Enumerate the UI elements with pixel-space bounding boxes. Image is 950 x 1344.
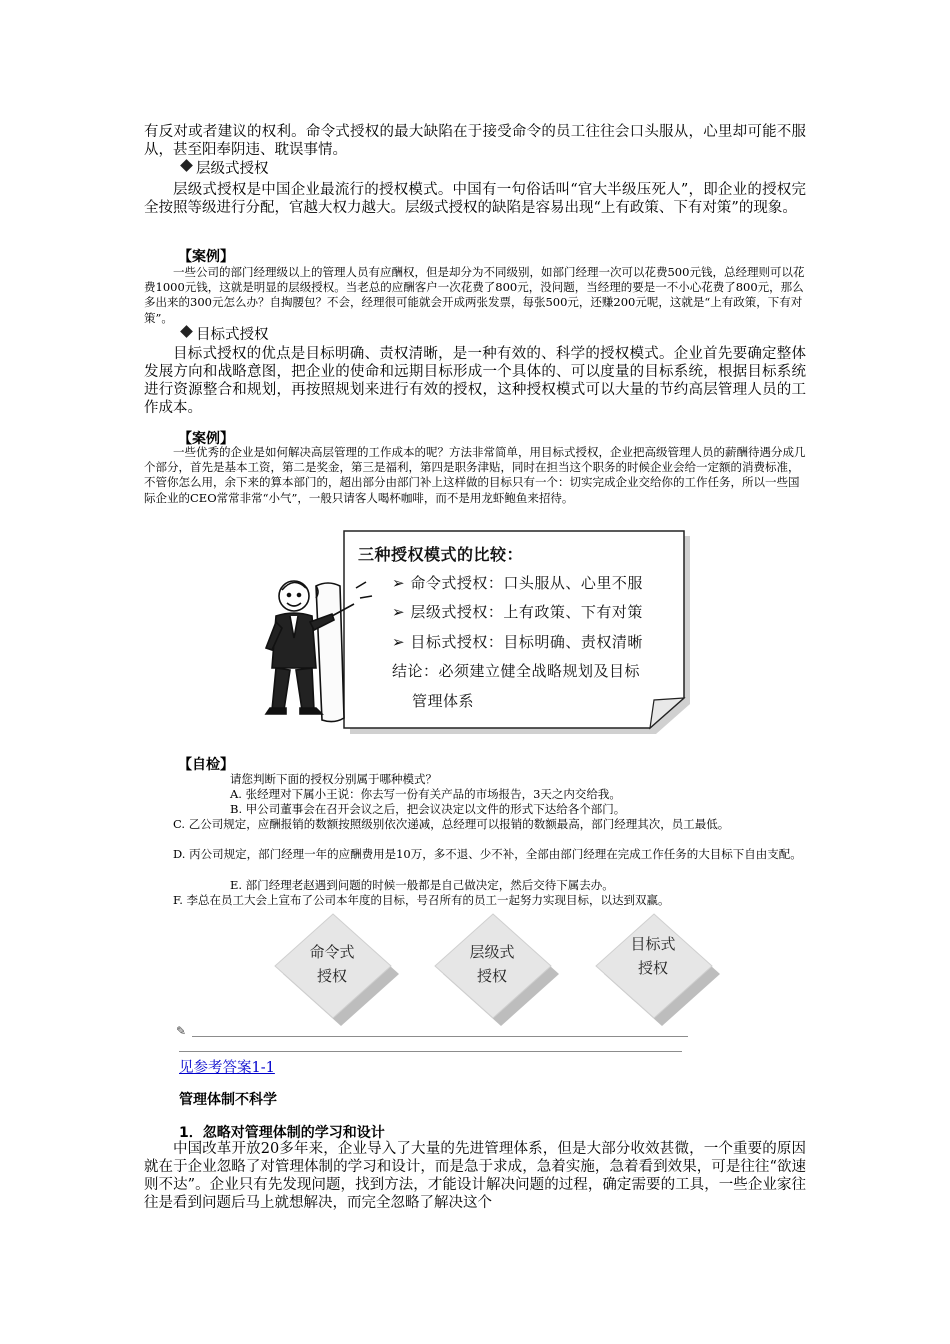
question-d: D. 丙公司规定，部门经理一年的应酬费用是10万，多不退、少不补，全部由部门经理在完成工作任务的大目标下自由支配。 bbox=[173, 847, 802, 861]
diamond-label-line2: 授权 bbox=[476, 967, 507, 985]
diamond-label-line2: 授权 bbox=[637, 959, 668, 977]
diamond-command-authorization bbox=[271, 912, 401, 1026]
question-e: E. 部门经理老赵遇到问题的时候一般都是自己做决定，然后交待下属去办。 bbox=[230, 878, 614, 892]
answer-reference-link[interactable]: 见参考答案1-1 bbox=[179, 1060, 275, 1076]
card-conclusion: 结论：必须建立健全战略规划及目标 bbox=[392, 662, 641, 680]
card-item-hierarchical bbox=[392, 601, 643, 622]
card-conclusion-cont: 管理体系 bbox=[412, 692, 475, 710]
diamond-label-line1: 层级式 bbox=[469, 943, 515, 961]
diamond-label-line1: 命令式 bbox=[309, 943, 355, 961]
card-item-text: 目标式授权：目标明确、责权清晰 bbox=[410, 633, 643, 651]
paragraph-command-defect: 有反对或者建议的权利。命令式授权的最大缺陷在于接受命令的员工往往会口头服从，心里却可能不服从，甚至阳奉阴违、耽误事情。 bbox=[144, 124, 806, 158]
pencil-icon: ✎ bbox=[176, 1024, 187, 1038]
case-text-goal: 一些优秀的企业是如何解决高层管理的工作成本的呢？方法非常简单，用目标式授权，企业把高级管理人员的薪酬待遇分成几个部分，首先是基本工资，第二是奖金，第三是福利，第四是职务津贴，同时在担当这个职务的时候企业会给一定额的消费标准，不管你怎么用，余下来的算本部门的，超出部分由部门补上这样做的目标只有一个：切实完成企业交给你的工作任务，所以一些国际企业的CEO常常非常“小气”，一般只请客人喝杯咖啡，而不是用龙虾鲍鱼来招待。 bbox=[144, 445, 806, 505]
card-title: 三种授权模式的比较： bbox=[358, 545, 524, 564]
answer-line bbox=[192, 1036, 688, 1037]
section-heading: 管理体制不科学 bbox=[179, 1092, 277, 1108]
question-b: B. 甲公司董事会在召开会议之后，把会议决定以文件的形式下达给各个部门。 bbox=[230, 802, 626, 816]
answer-line bbox=[179, 1051, 682, 1052]
arrow-bullet-icon: ➢ bbox=[392, 603, 406, 621]
selfcheck-title: 【自检】 bbox=[178, 757, 234, 773]
paragraph-goal: 目标式授权的优点是目标明确、责权清晰，是一种有效的、科学的授权模式。企业首先要确定整体发展方向和战略意图，把企业的使命和远期目标形成一个具体的、可以度量的目标系统，根据目标系统进行资源整合和规划，再按照规划来进行有效的授权，这种授权模式可以大量的节约高层管理人员的工作成本。 bbox=[144, 346, 806, 416]
arrow-bullet-icon: ➢ bbox=[392, 574, 406, 592]
question-f: F. 李总在员工大会上宣布了公司本年度的目标，号召所有的员工一起努力实现目标，以达到双赢。 bbox=[173, 893, 670, 907]
paragraph-management-system: 中国改革开放20多年来，企业导入了大量的先进管理体系，但是大部分收效甚微，一个重要的原因就在于企业忽略了对管理体制的学习和设计，而是急于求成，急着实施，急着看到效果，可是往往“欲速则不达”。企业只有先发现问题，找到方法，才能设计解决问题的过程，确定需要的工具，一些企业家往往是看到问题后马上就想解决，而完全忽略了解决这个 bbox=[144, 1141, 806, 1211]
comparison-figure bbox=[258, 528, 698, 736]
case-title: 【案例】 bbox=[178, 249, 234, 265]
paragraph-hierarchical: 层级式授权是中国企业最流行的授权模式。中国有一句俗话叫“官大半级压死人”，即企业的授权完全按照等级进行分配，官越大权力越大。层级式授权的缺陷是容易出现“上有政策、下有对策”的现象。 bbox=[144, 182, 806, 216]
diamond-hierarchical-authorization bbox=[431, 912, 561, 1026]
card-item-command bbox=[392, 572, 643, 593]
diamond-goal-authorization bbox=[592, 912, 722, 1026]
arrow-bullet-icon: ➢ bbox=[392, 633, 406, 651]
diamond-bullet-icon bbox=[180, 325, 193, 338]
bullet-hierarchical-authorization bbox=[178, 160, 269, 178]
question-c: C. 乙公司规定，应酬报销的数额按照级别依次递减，总经理可以报销的数额最高，部门经理其次，员工最低。 bbox=[173, 817, 730, 831]
card-item-text: 命令式授权：口头服从、心里不服 bbox=[410, 574, 643, 592]
case-title: 【案例】 bbox=[178, 431, 234, 447]
subsection-heading: 1．忽略对管理体制的学习和设计 bbox=[179, 1125, 385, 1141]
diamond-label-line2: 授权 bbox=[316, 967, 347, 985]
bullet-goal-authorization bbox=[178, 326, 269, 344]
question-a: A. 张经理对下属小王说：你去写一份有关产品的市场报告，3天之内交给我。 bbox=[230, 787, 621, 801]
bullet-label: 层级式授权 bbox=[196, 161, 269, 177]
bullet-label: 目标式授权 bbox=[196, 327, 269, 343]
question-intro: 请您判断下面的授权分别属于哪种模式？ bbox=[230, 772, 437, 786]
card-item-text: 层级式授权：上有政策、下有对策 bbox=[410, 603, 643, 621]
case-text-hierarchical: 一些公司的部门经理级以上的管理人员有应酬权，但是却分为不同级别，如部门经理一次可以花费500元钱，总经理则可以花费1000元钱，这就是明显的层级授权。当老总的应酬客户一次花费了800元，没问题，当经理的要是一不小心花费了800元，那么多出来的300元怎么办？自掏腰包？不会，经理很可能就会开成两张发票，每张500元，还赚200元呢，这就是“上有政策，下有对策”。 bbox=[144, 265, 805, 325]
diamond-label-line1: 目标式 bbox=[630, 935, 676, 953]
card-item-goal bbox=[392, 631, 643, 652]
diamond-bullet-icon bbox=[180, 159, 193, 172]
